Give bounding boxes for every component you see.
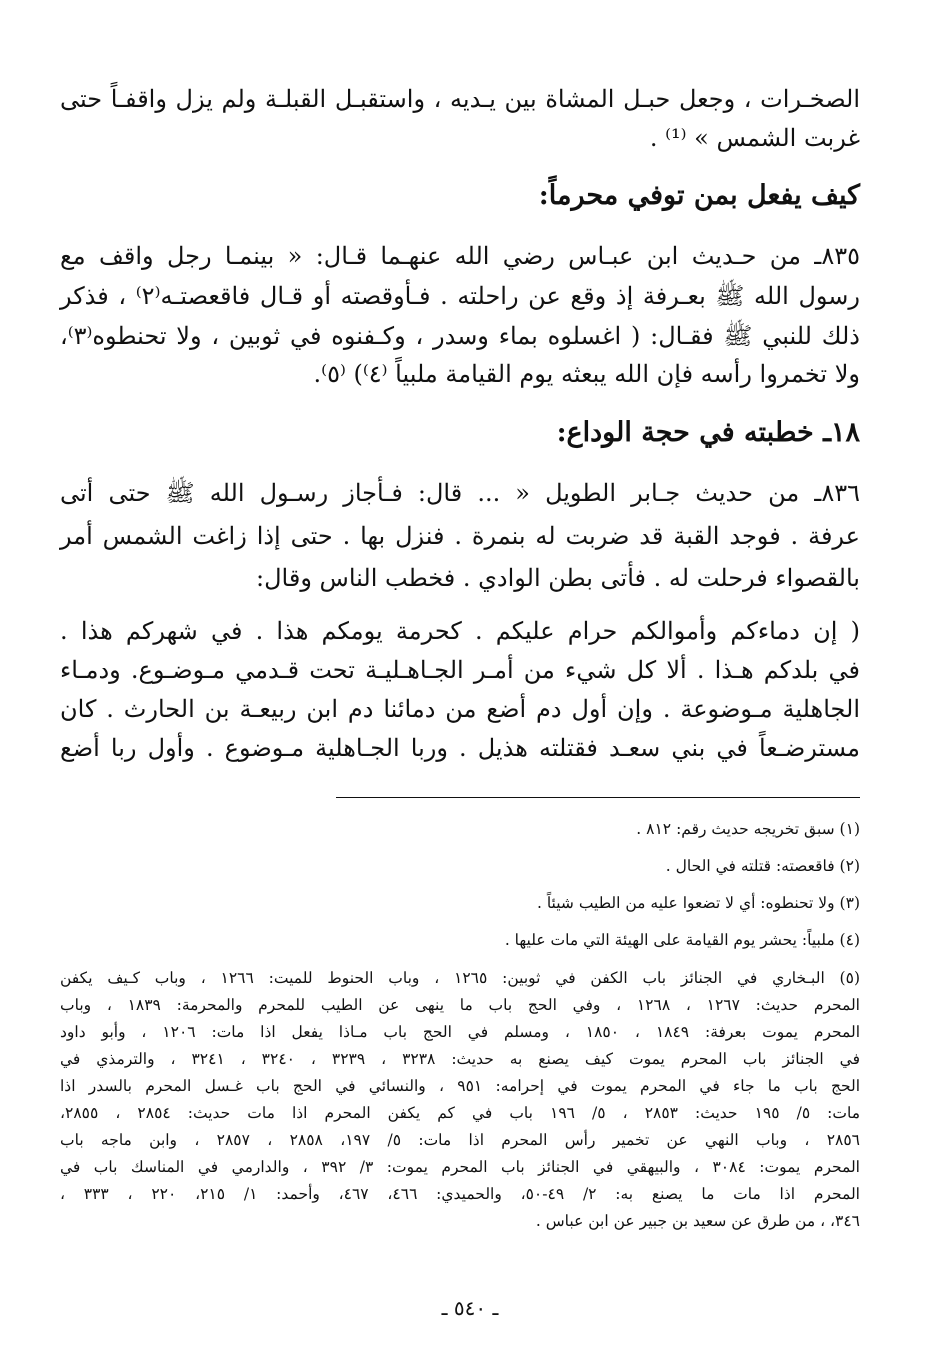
body-line: ولا تخمروا رأسه فإن الله يبعثه يوم القيامة ملبياً ⁽٤⁾) ⁽٥⁾. — [313, 360, 860, 388]
footnote-line: (٥) البـخاري في الجنائز باب الكفن في ثوبين: ١٢٦٥ ، وباب الحنوط للميت: ١٢٦٦ ، وباب كـيف يكفن — [60, 969, 860, 987]
body-line: ٨٣٦ـ من حديث جـابر الطويل « ... قال: فـأجاز رسـول الله ﷺ حتى أتى — [60, 479, 860, 507]
page-number: ـ ٥٤٠ ـ — [441, 1296, 499, 1320]
footnote-line: المحرم اذا مات ما يصنع به: ٢/ ٤٩-٥٠، والحميدي: ٤٦٦، ٤٦٧، وأحمد: ١/ ٢١٥، ٢٢٠ ، ٣٣٣ ، — [60, 1185, 860, 1203]
footnote: (٣) ولا تحنطوه: أي لا تضعوا عليه من الطيب شيئاً . — [536, 894, 860, 912]
footnote: (٢) فاقعصته: قتلته في الحال . — [665, 857, 860, 875]
body-line: مسترضـعاً في بني سعـد فقتلته هذيل . وربا الجـاهلية مـوضوع . وأول ربا أضع — [60, 734, 860, 762]
footnote-separator — [336, 797, 860, 798]
body-line: بالقصواء فرحلت له . فأتى بطن الوادي . فخطب الناس وقال: — [256, 564, 860, 592]
body-line: عرفة . فوجد القبة قد ضربت له بنمرة . فنزل بها . حتى إذا زاغت الشمس أمر — [60, 522, 860, 550]
footnote-line: الحج باب ما جاء في المحرم يموت في إحرامه: ٩٥١ ، والنسائي في الحج باب غـسل المحرم بالسدر اذا — [60, 1077, 860, 1095]
body-line: ذلك للنبي ﷺ فقـال: ( اغسلوه بماء وسدر ، وكـفنوه في ثوبين ، ولا تحنطوه⁽٣⁾، — [60, 322, 860, 350]
body-line: الصخـرات ، وجعل حبـل المشاة بين يـديه ، واستقبـل القبلـة ولم يزل واقفـاً حتى — [60, 85, 860, 113]
body-line: ٨٣٥ـ من حـديث ابن عبـاس رضي الله عنهـما قـال: « بينمـا رجل واقف مع — [60, 242, 860, 270]
body-line: ( إن دماءكم وأموالكم حرام عليكم . كحرمة يومكم هذا . في شهركم هذا . — [60, 617, 860, 645]
footnote-line: في الجنائز باب المحرم يموت كيف يصنع به حديث: ٣٢٣٨ ، ٣٢٣٩ ، ٣٢٤٠ ، ٣٢٤١ ، والترمذي في — [60, 1050, 861, 1068]
footnote-line: المحرم حديث: ١٢٦٧ ، ١٢٦٨ ، وفي الحج باب ما ينهى عن الطيب للمحرم والمحرمة: ١٨٣٩ ، وباب — [60, 996, 860, 1014]
footnote-line: مات: ٥/ ١٩٥ حديث: ٢٨٥٣ ، ٥/ ١٩٦ باب في كم يكفن المحرم اذا مات حديث: ٢٨٥٤ ، ٢٨٥٥، — [60, 1104, 861, 1122]
footnote-line: المحرم يموت: ٣٠٨٤ ، والبيهقي في الجنائز باب المحرم يموت: ٣/ ٣٩٢ ، والدارمي في المناسك باب في — [60, 1158, 860, 1176]
body-line: في بلدكم هـذا . ألا كل شيء من أمـر الجـاهـليـة تحت قـدمي مـوضـوع. ودمـاء — [60, 656, 860, 684]
footnote-line: المحرم يموت بعرفة: ١٨٤٩ ، ١٨٥٠ ، ومسلم في الحج باب مـاذا يفعل اذا مات: ١٢٠٦ ، وأبو داود — [60, 1023, 861, 1041]
footnote: (١) سبق تخريجه حديث رقم: ٨١٢ . — [636, 820, 860, 838]
body-line: الجاهلية مـوضوعة . وإن أول دم أضع من دمائنا دم ابن ربيعـة بن الحارث . كان — [60, 695, 861, 723]
section-heading: ١٨ـ خطبته في حجة الوداع: — [556, 417, 860, 448]
body-line: رسول الله ﷺ بعـرفة إذ وقع عن راحلته . فـأوقصته أو قـال فاقعصتـه⁽٢⁾ ، فذكر — [60, 282, 861, 310]
footnote-line: ٢٨٥٦ ، وباب النهي عن تخمير رأس المحرم اذا مات: ٥/ ١٩٧، ٢٨٥٨ ، ٢٨٥٧ ، وابن ماجه باب — [60, 1131, 860, 1149]
footnote: (٤) ملبياً: يحشر يوم القيامة على الهيئة التي مات عليها . — [504, 931, 860, 949]
body-line: غربت الشمس » ⁽¹⁾ . — [649, 124, 860, 152]
footnote-line: ٣٤٦، ، من طرق عن سعيد بن جبير عن ابن عباس . — [535, 1212, 860, 1230]
section-heading: كيف يفعل بمن توفي محرماً: — [538, 180, 860, 211]
